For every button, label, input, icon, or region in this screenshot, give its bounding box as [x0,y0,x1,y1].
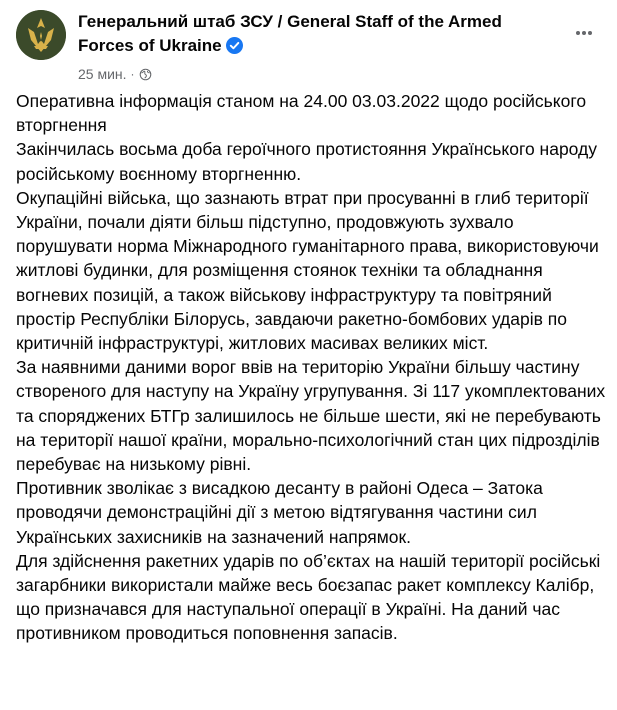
post-header [16,10,601,80]
verified-badge-icon [226,37,243,54]
post-meta [78,65,152,83]
meta-separator: · [130,67,135,81]
post-paragraph: За наявними даними ворог ввів на територію України більшу частину створеного для наступу на Україну угрупування. Зі 117 укомплектованих та споряджених БТГр залишилось не більше шести, які не перебувають на території нашої країни, морально-психологічний стан цих підрозділів перебуває на низькому рівні. [16,357,606,475]
page-name-text[interactable]: Генеральний штаб ЗСУ / General Staff of the Armed Forces of Ukraine [78,12,502,55]
page-avatar[interactable] [16,10,66,60]
post-paragraph: Противник зволікає з висадкою десанту в районі Одеса – Затока проводячи демонстраційні дії з метою відтягування частини сил Українських захисників на зазначений напрямок. [16,478,543,547]
more-options-icon [574,23,594,43]
post-body [16,89,608,646]
post-paragraph: Оперативна інформація станом на 24.00 03.03.2022 щодо російського вторгнення [16,91,587,136]
post-timestamp[interactable]: 25 мин. [78,66,127,82]
armed-forces-emblem-icon [16,10,66,60]
page-name[interactable] [78,10,538,58]
more-options-button[interactable] [567,16,601,50]
globe-icon[interactable] [139,68,152,81]
post-paragraph: Окупаційні війська, що зазнають втрат при просуванні в глиб території України, почали діяти більш підступно, продовжують зухвало порушувати норма Міжнародного гуманітарного права, використовуючи житлові будинки, для розміщення стоянок техніки та обладнання вогневих позицій, а також військову інфраструктуру та повітряний простір Республіки Білорусь, завдаючи ракетно-бомбових ударів по критичній інфраструктурі, житлових масивах великих міст. [16,187,599,354]
post-paragraph: Закінчилась восьма доба героїчного протистояння Українського народу російському воєнному вторгненню. [16,139,597,184]
post-paragraph: Для здійснення ракетних ударів по об’єктах на нашій території російські загарбники використали майже весь боєзапас ракет комплексу Калібр, що призначався для наступальної операції в Україні. На даний час противником проводиться поповнення запасів. [16,550,601,644]
